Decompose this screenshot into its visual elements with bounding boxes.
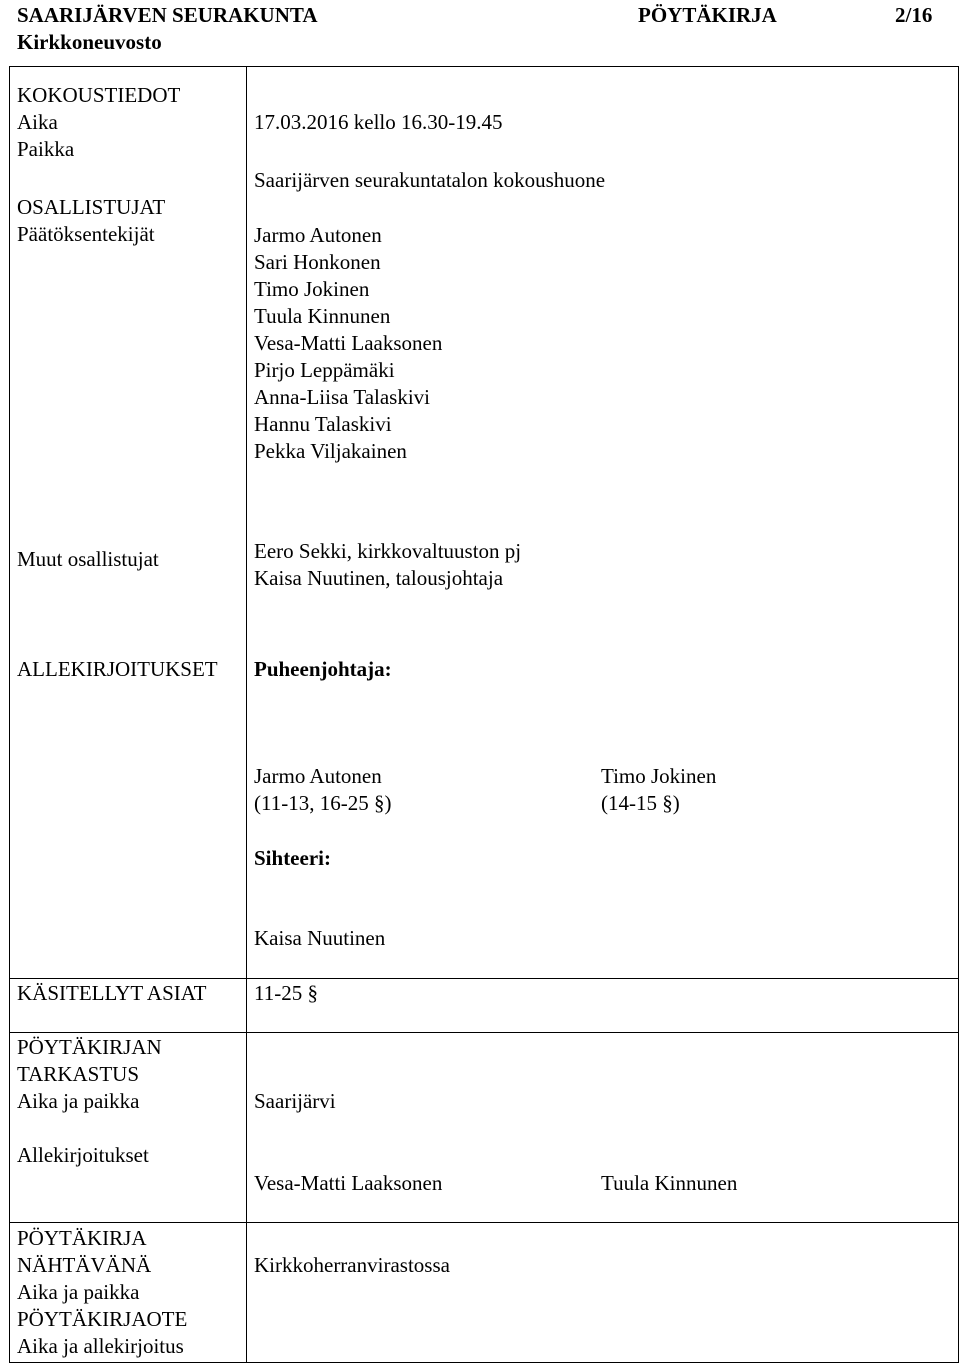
decision-makers-label: Päätöksentekijät [17, 222, 155, 246]
chair1-name: Jarmo Autonen [254, 764, 382, 788]
place-label: Paikka [17, 137, 75, 161]
display-label-line1: PÖYTÄKIRJA [17, 1226, 147, 1250]
chair-label: Puheenjohtaja: [254, 657, 392, 681]
signatures-label: ALLEKIRJOITUKSET [17, 657, 218, 681]
handled-items-label: KÄSITELLYT ASIAT [17, 981, 207, 1005]
review-signatures-label: Allekirjoitukset [17, 1143, 149, 1167]
decision-maker: Jarmo Autonen [254, 223, 382, 247]
review-signer: Tuula Kinnunen [601, 1171, 738, 1195]
page-number: 2/16 [895, 3, 933, 27]
table-border-left [9, 66, 10, 1363]
decision-maker: Tuula Kinnunen [254, 304, 391, 328]
extract-label: PÖYTÄKIRJAOTE [17, 1307, 188, 1331]
other-participants-label: Muut osallistujat [17, 547, 159, 571]
display-place-label: Aika ja paikka [17, 1280, 140, 1304]
participants-label: OSALLISTUJAT [17, 195, 166, 219]
display-label-line2: NÄHTÄVÄNÄ [17, 1253, 152, 1277]
table-border-bottom [9, 1362, 959, 1363]
other-participant: Eero Sekki, kirkkovaltuuston pj [254, 539, 522, 563]
time-label: Aika [17, 110, 58, 134]
place-value: Saarijärven seurakuntatalon kokoushuone [254, 168, 606, 192]
decision-maker: Anna-Liisa Talaskivi [254, 385, 431, 409]
other-participant: Kaisa Nuutinen, talousjohtaja [254, 566, 504, 590]
row-divider-review [9, 1032, 959, 1033]
decision-maker: Pekka Viljakainen [254, 439, 407, 463]
review-place-label: Aika ja paikka [17, 1089, 140, 1113]
secretary-name: Kaisa Nuutinen [254, 926, 386, 950]
row-divider-display [9, 1222, 959, 1223]
decision-maker: Hannu Talaskivi [254, 412, 392, 436]
handled-items-value: 11-25 § [254, 981, 318, 1005]
document-type: PÖYTÄKIRJA [638, 3, 777, 27]
chair1-sections: (11-13, 16-25 §) [254, 791, 392, 815]
column-divider [246, 66, 247, 1363]
display-place-value: Kirkkoherranvirastossa [254, 1253, 450, 1277]
decision-maker: Vesa-Matti Laaksonen [254, 331, 443, 355]
review-place-value: Saarijärvi [254, 1089, 336, 1113]
review-label-line1: PÖYTÄKIRJAN [17, 1035, 162, 1059]
decision-maker: Pirjo Leppämäki [254, 358, 395, 382]
decision-maker: Timo Jokinen [254, 277, 370, 301]
meeting-info-label: KOKOUSTIEDOT [17, 83, 181, 107]
chair2-name: Timo Jokinen [601, 764, 717, 788]
table-border-right [958, 66, 959, 1363]
row-divider-handled [9, 978, 959, 979]
chair2-sections: (14-15 §) [601, 791, 680, 815]
review-signer: Vesa-Matti Laaksonen [254, 1171, 443, 1195]
table-border-top [9, 66, 959, 67]
organization-name: SAARIJÄRVEN SEURAKUNTA [17, 3, 318, 27]
review-label-line2: TARKASTUS [17, 1062, 140, 1086]
time-value: 17.03.2016 kello 16.30-19.45 [254, 110, 503, 134]
decision-maker: Sari Honkonen [254, 250, 381, 274]
secretary-label: Sihteeri: [254, 846, 331, 870]
governing-body: Kirkkoneuvosto [17, 30, 162, 54]
extract-sub-label: Aika ja allekirjoitus [17, 1334, 184, 1358]
